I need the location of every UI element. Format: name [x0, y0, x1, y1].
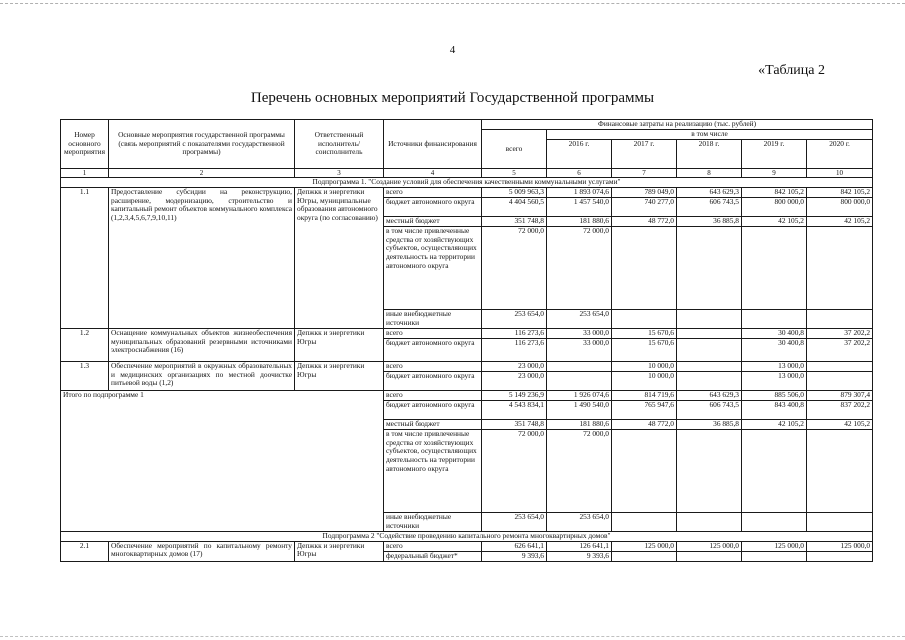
- funding-value: [677, 226, 742, 309]
- funding-value: 126 641,1: [547, 541, 612, 551]
- measure-responsible: Депжкк и энергетики Югры, муниципальные образования автономного округа (по согласованию): [295, 187, 384, 328]
- measure-row: [61, 187, 873, 197]
- measure-name: Обеспечение мероприятий по капитальному ремонту многоквартирных домов (17): [109, 541, 295, 561]
- funding-value: 42 105,2: [807, 216, 873, 226]
- funding-value: [677, 429, 742, 512]
- measure-responsible: Депжкк и энергетики Югры: [295, 361, 384, 390]
- funding-value: 125 000,0: [807, 541, 873, 551]
- funding-value: [807, 309, 873, 328]
- funding-value: 1 490 540,0: [547, 400, 612, 419]
- column-numbers-row: [61, 169, 873, 178]
- column-number: 5: [482, 169, 547, 178]
- funding-value: 116 273,6: [482, 338, 547, 361]
- funding-source: местный бюджет: [384, 419, 482, 429]
- funding-source: в том числе привлеченные средства от хозяйствующих субъектов, осуществляющих деятельность на территории автономного округа: [384, 429, 482, 512]
- funding-value: [742, 226, 807, 309]
- measure-number: 2.1: [61, 541, 109, 561]
- column-number: 8: [677, 169, 742, 178]
- header-total: всего: [482, 130, 547, 169]
- funding-value: [807, 226, 873, 309]
- measure-number: 1.2: [61, 328, 109, 361]
- funding-source: бюджет автономного округа: [384, 197, 482, 216]
- funding-value: 10 000,0: [612, 371, 677, 390]
- scan-edge-top: [0, 3, 905, 5]
- column-number: 4: [384, 169, 482, 178]
- measure-row: [61, 328, 873, 338]
- column-number: 9: [742, 169, 807, 178]
- funding-value: 13 000,0: [742, 371, 807, 390]
- column-number: 6: [547, 169, 612, 178]
- funding-value: 5 009 963,3: [482, 187, 547, 197]
- funding-value: 72 000,0: [482, 429, 547, 512]
- funding-value: [612, 512, 677, 531]
- measure-responsible: Депжкк и энергетики Югры: [295, 328, 384, 361]
- header-year: 2018 г.: [677, 140, 742, 169]
- funding-value: 1 457 540,0: [547, 197, 612, 216]
- funding-value: [612, 429, 677, 512]
- funding-value: 37 202,2: [807, 338, 873, 361]
- funding-value: [807, 429, 873, 512]
- funding-value: 800 000,0: [742, 197, 807, 216]
- header-financing: Финансовые затраты на реализацию (тыс. рублей): [482, 120, 873, 130]
- funding-value: [742, 551, 807, 561]
- funding-value: 181 880,6: [547, 216, 612, 226]
- subprogram-row: [61, 178, 873, 188]
- funding-source: местный бюджет: [384, 216, 482, 226]
- measure-number: 1.3: [61, 361, 109, 390]
- funding-value: [677, 551, 742, 561]
- funding-value: [677, 371, 742, 390]
- page-number: 4: [449, 44, 456, 56]
- header-including: в том числе: [547, 130, 873, 140]
- funding-value: 1 926 074,6: [547, 390, 612, 400]
- column-number: 7: [612, 169, 677, 178]
- document-title: Перечень основных мероприятий Государственной программы: [250, 90, 655, 106]
- funding-value: 125 000,0: [742, 541, 807, 551]
- subprogram-row: [61, 531, 873, 541]
- funding-value: 879 307,4: [807, 390, 873, 400]
- header-num: Номер основного мероприятия: [61, 120, 109, 169]
- funding-source: иные внебюджетные источники: [384, 309, 482, 328]
- funding-value: 351 748,8: [482, 419, 547, 429]
- header-activities: Основные мероприятия государственной программы (связь мероприятий с показателями государственной программы): [109, 120, 295, 169]
- funding-value: 4 543 834,1: [482, 400, 547, 419]
- funding-source: бюджет автономного округа: [384, 400, 482, 419]
- funding-value: 15 670,6: [612, 328, 677, 338]
- funding-value: 125 000,0: [677, 541, 742, 551]
- header-year: 2016 г.: [547, 140, 612, 169]
- funding-value: 36 885,8: [677, 419, 742, 429]
- activities-table: [60, 119, 873, 562]
- total-row: [61, 390, 873, 400]
- funding-value: 42 105,2: [742, 216, 807, 226]
- funding-value: [742, 429, 807, 512]
- header-year: 2017 г.: [612, 140, 677, 169]
- funding-value: [677, 309, 742, 328]
- funding-source: бюджет автономного округа: [384, 371, 482, 390]
- header-responsible: Ответственный исполнитель/ соисполнитель: [295, 120, 384, 169]
- header-sources: Источники финансирования: [384, 120, 482, 169]
- funding-value: 765 947,6: [612, 400, 677, 419]
- funding-value: 36 885,8: [677, 216, 742, 226]
- funding-value: 33 000,0: [547, 328, 612, 338]
- funding-value: 125 000,0: [612, 541, 677, 551]
- funding-value: [612, 551, 677, 561]
- scan-edge-bottom: [0, 636, 905, 638]
- funding-value: 643 629,3: [677, 187, 742, 197]
- funding-value: [612, 309, 677, 328]
- funding-value: [677, 361, 742, 371]
- funding-value: 814 719,6: [612, 390, 677, 400]
- funding-value: 253 654,0: [482, 512, 547, 531]
- funding-value: [547, 361, 612, 371]
- funding-value: [612, 226, 677, 309]
- column-number: 3: [295, 169, 384, 178]
- subprogram-title: Подпрограмма 1. "Создание условий для обеспечения качественными коммунальными услугами": [61, 178, 873, 188]
- funding-value: [742, 512, 807, 531]
- funding-value: [677, 512, 742, 531]
- funding-value: 837 202,2: [807, 400, 873, 419]
- funding-value: 9 393,6: [547, 551, 612, 561]
- funding-source: федеральный бюджет*: [384, 551, 482, 561]
- funding-value: 37 202,2: [807, 328, 873, 338]
- funding-value: 606 743,5: [677, 400, 742, 419]
- funding-value: 72 000,0: [482, 226, 547, 309]
- funding-value: 42 105,2: [807, 419, 873, 429]
- funding-value: [807, 361, 873, 371]
- measure-name: Обеспечение мероприятий в окружных образовательных и медицинских организациях по местной доочистке питьевой воды (1,2): [109, 361, 295, 390]
- funding-value: [677, 328, 742, 338]
- funding-value: 30 400,8: [742, 338, 807, 361]
- funding-value: 842 105,2: [807, 187, 873, 197]
- funding-source: бюджет автономного округа: [384, 338, 482, 361]
- funding-value: 116 273,6: [482, 328, 547, 338]
- funding-value: 23 000,0: [482, 371, 547, 390]
- funding-value: 253 654,0: [547, 512, 612, 531]
- measure-responsible: Депжкк и энергетики Югры: [295, 541, 384, 561]
- funding-value: 9 393,6: [482, 551, 547, 561]
- funding-value: 10 000,0: [612, 361, 677, 371]
- funding-value: [677, 338, 742, 361]
- funding-value: 15 670,6: [612, 338, 677, 361]
- funding-value: 789 049,0: [612, 187, 677, 197]
- funding-value: 843 400,8: [742, 400, 807, 419]
- funding-source: в том числе привлеченные средства от хозяйствующих субъектов, осуществляющих деятельность на территории автономного округа: [384, 226, 482, 309]
- header-year: 2020 г.: [807, 140, 873, 169]
- funding-value: 48 772,0: [612, 216, 677, 226]
- header-row: [61, 120, 873, 130]
- measure-name: Предоставление субсидии на реконструкцию, расширение, модернизацию, строительство и капитальный ремонт объектов коммунального комплекса (1,2,3,4,5,6,7,9,10,11): [109, 187, 295, 328]
- funding-value: 13 000,0: [742, 361, 807, 371]
- funding-value: 30 400,8: [742, 328, 807, 338]
- measure-number: 1.1: [61, 187, 109, 328]
- funding-value: [742, 309, 807, 328]
- funding-source: всего: [384, 361, 482, 371]
- funding-value: 351 748,8: [482, 216, 547, 226]
- header-year: 2019 г.: [742, 140, 807, 169]
- funding-value: 72 000,0: [547, 226, 612, 309]
- funding-value: 72 000,0: [547, 429, 612, 512]
- funding-value: 23 000,0: [482, 361, 547, 371]
- funding-source: иные внебюджетные источники: [384, 512, 482, 531]
- funding-source: всего: [384, 541, 482, 551]
- funding-value: 800 000,0: [807, 197, 873, 216]
- funding-value: 4 404 560,5: [482, 197, 547, 216]
- funding-value: 253 654,0: [482, 309, 547, 328]
- funding-value: 643 629,3: [677, 390, 742, 400]
- funding-value: 842 105,2: [742, 187, 807, 197]
- funding-source: всего: [384, 328, 482, 338]
- funding-value: 606 743,5: [677, 197, 742, 216]
- funding-value: 885 506,0: [742, 390, 807, 400]
- measure-row: [61, 361, 873, 371]
- funding-value: 48 772,0: [612, 419, 677, 429]
- funding-value: 1 893 074,6: [547, 187, 612, 197]
- funding-value: 181 880,6: [547, 419, 612, 429]
- funding-source: всего: [384, 390, 482, 400]
- funding-value: [807, 551, 873, 561]
- funding-value: 33 000,0: [547, 338, 612, 361]
- funding-value: [807, 512, 873, 531]
- column-number: 1: [61, 169, 109, 178]
- measure-row: [61, 541, 873, 551]
- funding-value: 253 654,0: [547, 309, 612, 328]
- funding-value: 626 641,1: [482, 541, 547, 551]
- column-number: 10: [807, 169, 873, 178]
- subprogram-title: Подпрограмма 2 "Содействие проведению капитального ремонта многоквартирных домов": [61, 531, 873, 541]
- funding-value: 740 277,0: [612, 197, 677, 216]
- column-number: 2: [109, 169, 295, 178]
- funding-value: 42 105,2: [742, 419, 807, 429]
- total-label: Итого по подпрограмме 1: [61, 390, 384, 531]
- measure-name: Оснащение коммунальных объектов жизнеобеспечения муниципальных образований резервными источниками электроснабжения (16): [109, 328, 295, 361]
- funding-source: всего: [384, 187, 482, 197]
- funding-value: [547, 371, 612, 390]
- funding-value: [807, 371, 873, 390]
- table-label: «Таблица 2: [758, 63, 825, 78]
- funding-value: 5 149 236,9: [482, 390, 547, 400]
